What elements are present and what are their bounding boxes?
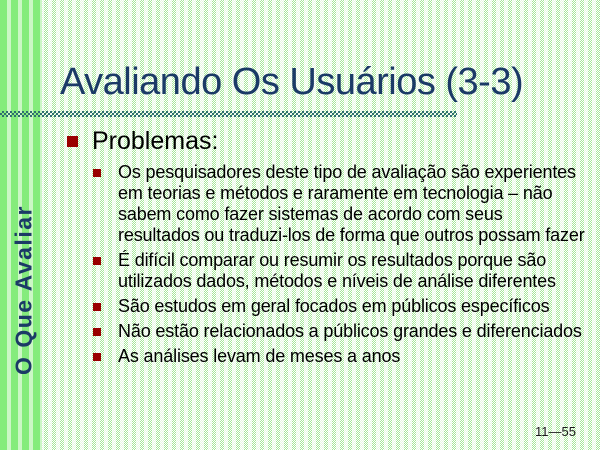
- square-bullet-icon: [93, 328, 101, 336]
- sub-bullet-list: [93, 162, 587, 367]
- square-bullet-icon: [93, 169, 101, 177]
- side-vertical-label: O Que Avaliar: [10, 205, 37, 375]
- slide-body: [67, 127, 587, 371]
- sub-bullet-text: Não estão relacionados a públicos grandes e diferenciados: [118, 321, 582, 341]
- list-item: [93, 162, 587, 246]
- sub-bullet-text: As análises levam de meses a anos: [118, 346, 401, 366]
- sub-bullet-text: São estudos em geral focados em públicos específicos: [118, 296, 550, 316]
- square-bullet-icon: [67, 136, 78, 147]
- square-bullet-icon: [93, 353, 101, 361]
- list-item: [93, 296, 587, 317]
- sub-bullet-text: Os pesquisadores deste tipo de avaliação são experientes em teorias e métodos e raramente em tecnologia – não sabem como fazer sistemas de acordo com seus resultados ou traduzi-los de forma que outros possam fazer: [118, 162, 585, 245]
- list-item: [93, 321, 587, 342]
- level1-heading: Problemas:: [92, 127, 219, 155]
- square-bullet-icon: [93, 303, 101, 311]
- page-number: 11—55: [535, 424, 576, 439]
- level1-bullet-row: [67, 127, 587, 155]
- slide-title: Avaliando Os Usuários (3-3): [60, 61, 524, 103]
- square-bullet-icon: [93, 257, 101, 265]
- list-item: [93, 346, 587, 367]
- title-divider-line: [0, 111, 457, 117]
- list-item: [93, 250, 587, 292]
- sub-bullet-text: É difícil comparar ou resumir os resultados porque são utilizados dados, métodos e níveis de análise diferentes: [118, 250, 556, 291]
